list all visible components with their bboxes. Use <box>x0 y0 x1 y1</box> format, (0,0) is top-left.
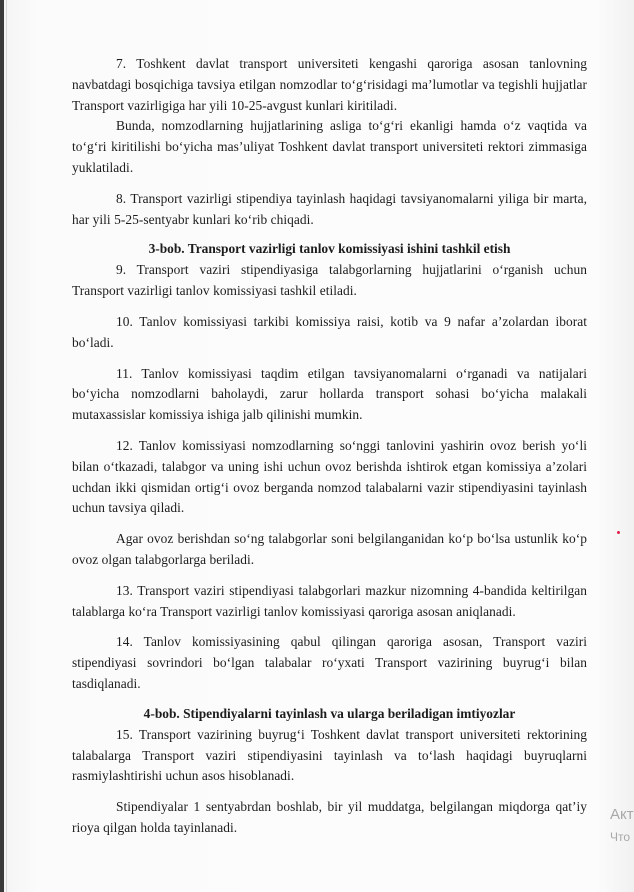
paragraph-10: 10. Tanlov komissiyasi tarkibi komissiya raisi, kotib va 9 nafar a’zolardan iborat bo‘ladi. <box>72 313 587 350</box>
paragraph-9: 9. Transport vaziri stipendiyasiga talabgorlarning hujjatlarini o‘rganish uchun Transport vazirligi tanlov komissiyasi tashkil etiladi. <box>72 262 587 299</box>
paragraph-7-note: Bunda, nomzodlarning hujjatlarining asliga to‘g‘ri ekanligi hamda o‘z vaqtida va to‘g‘ri kiritilishi bo‘yicha mas’uliyat Toshkent davlat transport universiteti rektori zimmasiga yuklatiladi. <box>72 118 587 175</box>
page-edge-shadow <box>0 0 4 892</box>
paragraph-13: 13. Transport vaziri stipendiyasi talabgorlari mazkur nizomning 4-bandida keltirilgan talablarga ko‘ra Transport vazirligi tanlov komissiyasi qaroriga asosan aniqlanadi. <box>72 582 587 619</box>
paragraph-8: 8. Transport vazirligi stipendiya tayinlash haqidagi tavsiyanomalarni yiliga bir marta, har yili 5-25-sentyabr kunlari ko‘rib chiqadi. <box>72 190 587 227</box>
paragraph-12: 12. Tanlov komissiyasi nomzodlarning so‘nggi tanlovini yashirin ovoz berish yo‘li bilan o‘tkazadi, talabgor va uning ishi uchun ovoz berishda ishtirok etgan komissiya a’zolari uchdan ikki qismidan ortig‘i ovoz berganda nomzod talabalarni vazir stipendiyasini tayinlash uchun tavsiya qiladi. <box>72 437 587 516</box>
document-body <box>72 54 587 839</box>
paragraph-12-note: Agar ovoz berishdan so‘ng talabgorlar soni belgilanganidan ko‘p bo‘lsa ustunlik ko‘p ovoz olgan talabgorlarga beriladi. <box>72 531 587 567</box>
paragraph-7: 7. Toshkent davlat transport universiteti kengashi qaroriga asosan tanlovning navbatdagi bosqichiga tavsiya etilgan nomzodlar to‘g‘risidagi ma’lumotlar va tegishli hujjatlar Transport vazirligiga har yili 10-25-avgust kunlari kiritiladi. <box>72 56 587 113</box>
red-mark-dot <box>617 531 620 534</box>
chapter-3-heading: 3-bob. Transport vazirligi tanlov komissiyasi ishini tashkil etish <box>148 241 511 257</box>
paragraph-15: 15. Transport vazirining buyrug‘i Toshkent davlat transport universiteti rektorining talabalarga Transport vaziri stipendiyasini tayinlash va to‘lash haqidagi buyruqlarni rasmiylashtirishi uchun asos hisoblanadi. <box>72 726 587 784</box>
paragraph-11: 11. Tanlov komissiyasi taqdim etilgan tavsiyanomalarni o‘rganadi va natijalari bo‘yicha nomzodlarni baholaydi, zarur hollarda transport sohasi bo‘yicha malakali mutaxassislar komissiya ishiga jalb qilinishi mumkin. <box>72 365 587 423</box>
paragraph-15-note: Stipendiyalar 1 sentyabrdan boshlab, bir yil muddatga, belgilangan miqdorga qat’iy rioya qilgan holda tayinlanadi. <box>72 799 587 835</box>
activation-watermark-title: Акт <box>610 806 634 823</box>
paragraph-14: 14. Tanlov komissiyasining qabul qilingan qaroriga asosan, Transport vaziri stipendiyasi sovrindori bo‘lgan talabalar ro‘yxati Transport vazirining buyrug‘i bilan tasdiqlanadi. <box>72 634 587 691</box>
chapter-4-heading: 4-bob. Stipendiyalarni tayinlash va ularga beriladigan imtiyozlar <box>143 705 516 721</box>
activation-watermark-subtitle: Что <box>610 830 631 844</box>
page-edge-line <box>6 0 7 892</box>
